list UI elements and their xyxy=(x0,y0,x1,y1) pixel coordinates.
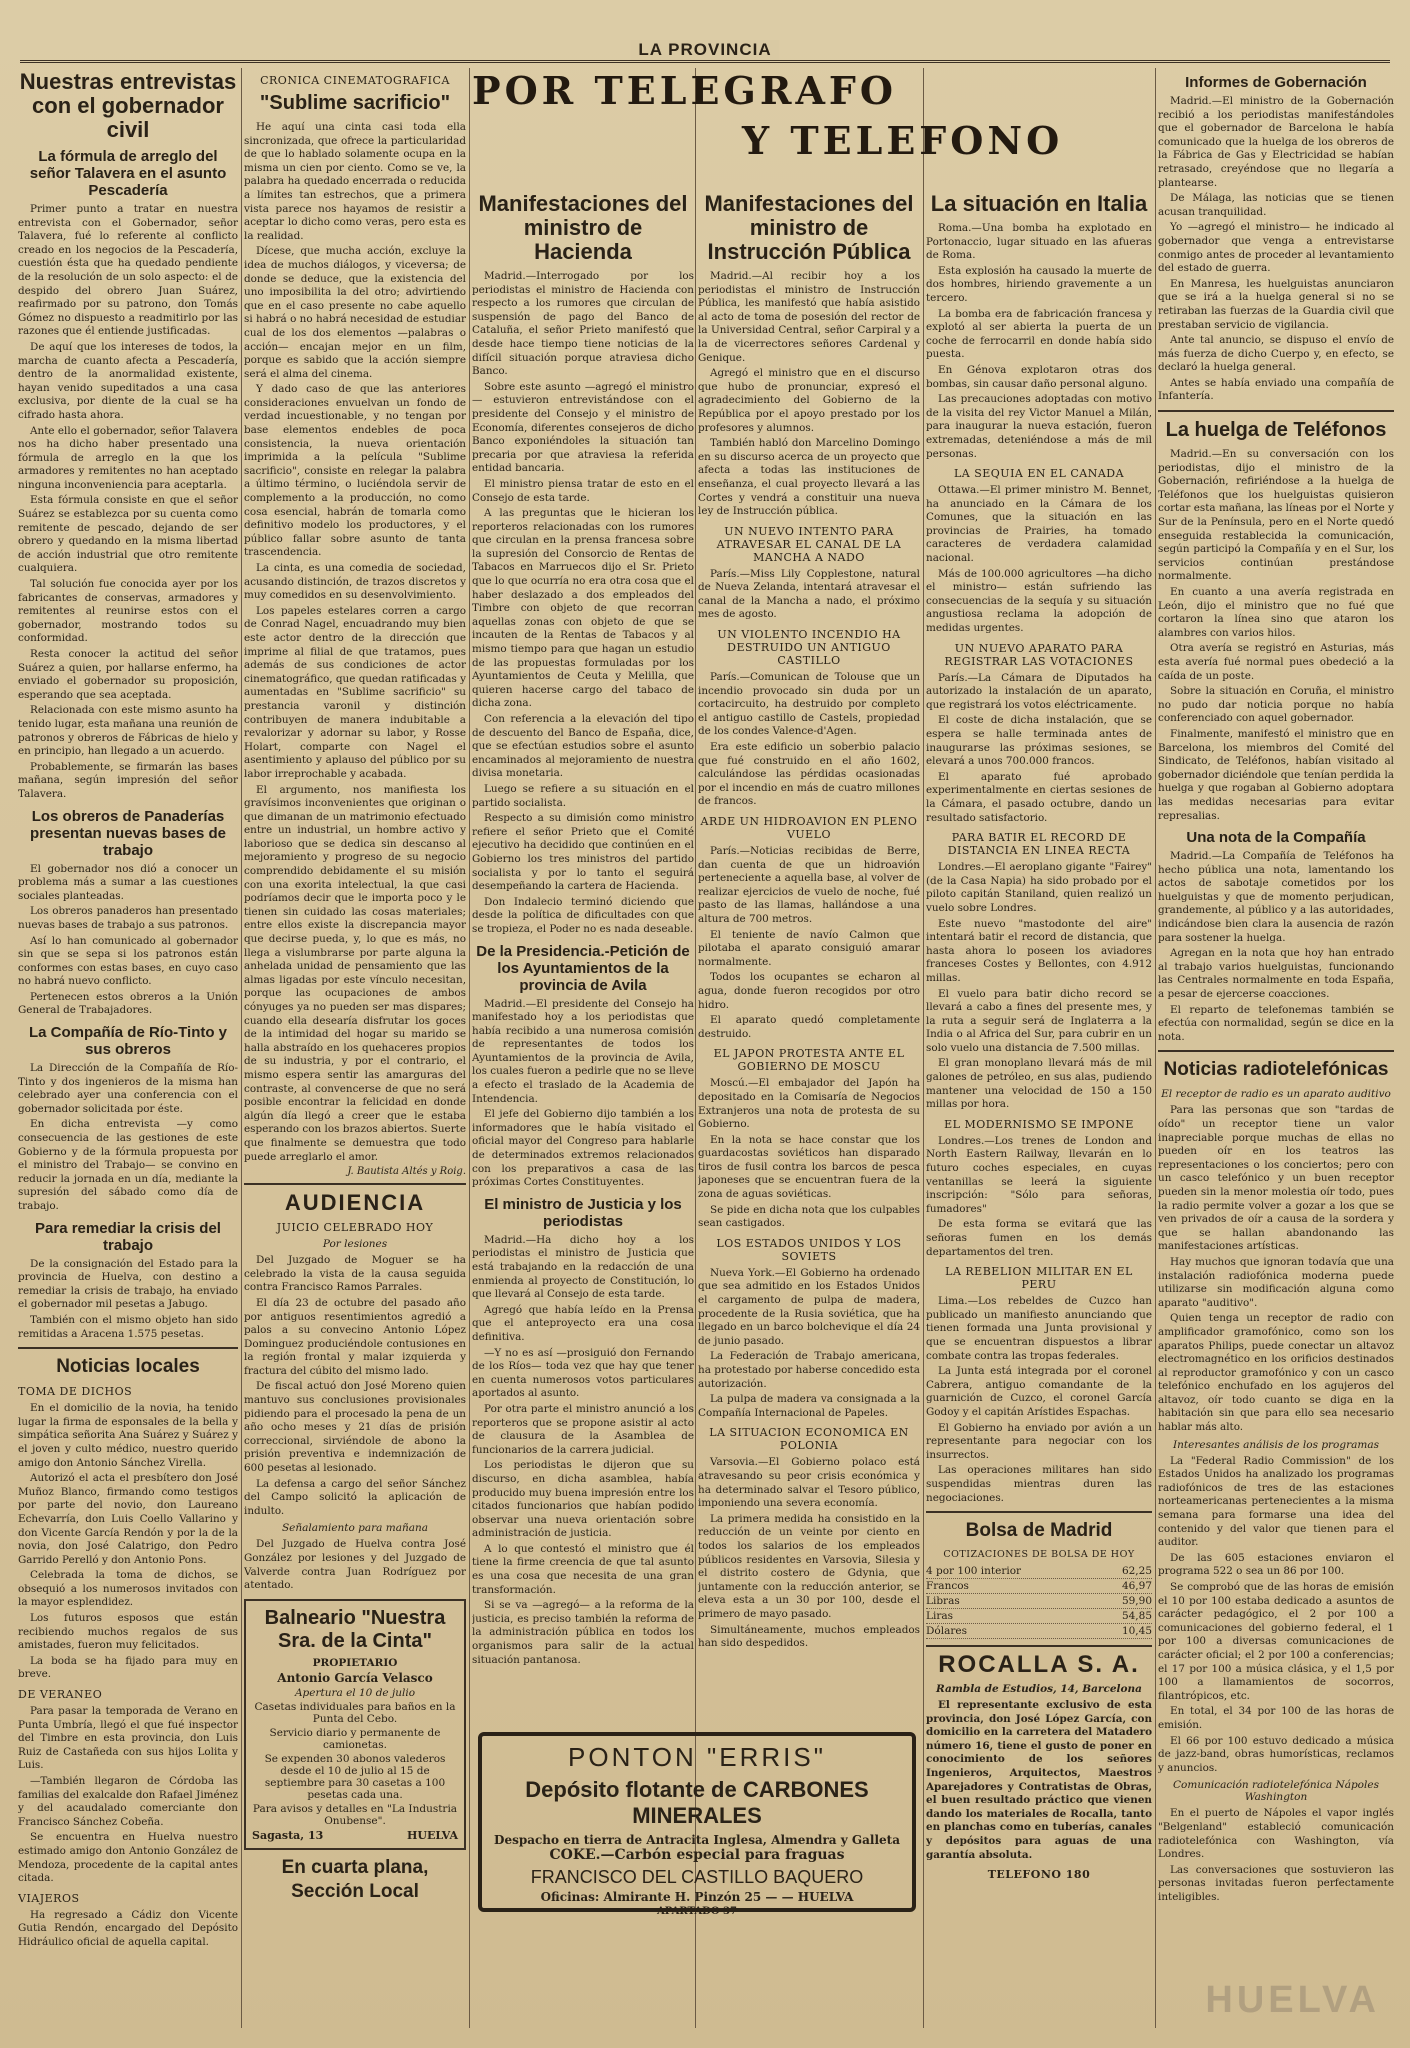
paragraph: Simultáneamente, muchos empleados han sido despedidos. xyxy=(698,1623,920,1650)
paragraph: Resta conocer la actitud del señor Suárez a quien, por hallarse enfermo, ha enviado el gobernador su proposición, esperando que sea aceptada. xyxy=(18,648,238,701)
paragraph: Madrid.—Interrogado por los periodistas el ministro de Hacienda con respecto a los rumores que circulan de suspensión de pago del Banco de Cataluña, el señor Prieto manifestó que desde hace tiempo tiene noticias de la difícil situación porque atraviesa dicho Banco. xyxy=(472,270,694,378)
paragraph: Londres.—Los trenes de London and North Eastern Railway, llevarán en lo futuro coches especiales, en cuyas ventanillas se leerá la siguiente inscripción: "Sólo para señoras, fumadores" xyxy=(926,1134,1152,1215)
paragraph: —También llegaron de Córdoba las familias del exalcalde don Rafael Jiménez y del acaudalado comerciante don Francisco Sánchez Cobeña. xyxy=(18,1775,238,1828)
headline: La situación en Italia xyxy=(930,191,1148,216)
paragraph: Madrid.—La Compañía de Teléfonos ha hecho pública una nota, lamentando los actos de sabotaje cometidos por los huelguistas y que de momento perjudican, grandemente, al público y a las autoridades, indicándose bien clara la ausencia de razón para sostener la huelga. xyxy=(1158,850,1394,944)
rule xyxy=(926,1645,1152,1647)
paragraph: En el puerto de Nápoles el vapor inglés "Belgenland" estableció comunicación radiotelefónica con Washington, vía Londres. xyxy=(1158,1807,1394,1861)
ad-line: Casetas individuales para baños en la Punta del Cebo. xyxy=(254,1700,456,1725)
paragraph: Los papeles estelares corren a cargo de Conrad Nagel, encuadrando muy bien este actor dentro de la dirección que imprime al filial de que tratamos, pues además de sus condiciones de actor cinematográfico, que quedan ratificadas y aumentadas en "Sublime sacrificio" su prestancia varonil y distinción contribuyen de manera indubitable a revalorizar y adornar su labor, y Rosse Holart, comparte con Nagel el asentimiento y aplauso del público por su labor irreprochable y acabada. xyxy=(244,604,466,780)
paragraph: También habló don Marcelino Domingo en su discurso acerca de un proyecto que afecta a todas las instituciones de enseñanza, el cual proyecto llevará a las Cortes y vendrá a constituir una nueva ley de Instrucción pública. xyxy=(698,437,920,518)
paragraph: La cinta, es una comedia de sociedad, acusando distinción, de trazos discretos y muy comedidos en su desenvolvimiento. xyxy=(244,562,466,602)
paragraph: Los periodistas le dijeron que su discurso, en dicha asamblea, había producido muy buena impresión entre los citados funcionarios que habían podido observar una nueva orientación sobre administración de justicia. xyxy=(472,1459,694,1540)
bolsa-label: Libras xyxy=(926,1595,960,1608)
paragraph: Ottawa.—El primer ministro M. Bennet, ha anunciado en la Cámara de los Comunes, que la situación en las provincias de Prairies, ha tomado caracteres de verdadera calamidad nacional. xyxy=(926,484,1152,565)
ad-address: Sagasta, 13 xyxy=(252,1828,324,1842)
paragraph: Las precauciones adoptadas con motivo de la visita del rey Victor Manuel a Milán, para inaugurar la nueva estación, fueron extremadas, deteniéndose a más de mil personas. xyxy=(926,393,1152,460)
italic-caption: Por lesiones xyxy=(322,1238,388,1251)
bolsa-label: 4 por 100 interior xyxy=(926,1565,1022,1578)
paragraph: Nueva York.—El Gobierno ha ordenado que sea admitido en los Estados Unidos el cargamento de pulpa de madera, procedente de la Rusia soviética, que ha llegado en un barco bolchevique el día 24 de junio pasado. xyxy=(698,1266,920,1347)
ponton-address: Oficinas: Almirante H. Pinzón 25 — — HUELVA xyxy=(540,1890,854,1904)
ad-address-row xyxy=(252,1829,458,1842)
paragraph: Lima.—Los rebeldes de Cuzco han publicado un manifiesto anunciando que tienen formada una Junta provisional y que se encuentran dispuestos a librar combate contra las tropas federales. xyxy=(926,1295,1152,1362)
subheadline: El ministro de Justicia y los periodistas xyxy=(484,1195,682,1230)
headline: Manifestaciones del ministro de Instrucción Pública xyxy=(704,191,914,264)
paragraph: Se comprobó que de las horas de emisión el 10 por 100 estaba dedicado a asuntos de carácter pedagógico, el 2 por 100 a comunicaciones del gobierno federal, el 1 por 100 a diversas comunicaciones de carácter oficial; el 2 por 100 a conferencias; el 17 por 100 a música clásica, y el 1,5 por 100 a llamamientos de socorros, filantrópicos, etc. xyxy=(1158,1581,1394,1702)
paragraph: —Y no es así —prosiguió don Fernando de los Ríos— toda vez que hay que tener en cuenta numerosos votos particulares aportados al asunto. xyxy=(472,1346,694,1400)
paragraph: Ante ello el gobernador, señor Talavera nos ha dicho haber presentado una fórmula de arreglo en la que los armadores y remitentes no han aceptado ninguna inconveniencia para aceptarla. xyxy=(18,424,238,491)
paragraph: La Dirección de la Compañía de Río-Tinto y dos ingenieros de la misma han celebrado ayer una conferencia con el gobernador solicitada por éste. xyxy=(18,1062,238,1115)
section-pointer: En cuarta plana, Sección Local xyxy=(281,1856,429,1902)
paragraph: Madrid.—El ministro de la Gobernación recibió a los periodistas manifestándoles que el gobernador de Barcelona le había comunicado que la huelga de los obreros de la Fábrica de Gas y Electricidad se habían retrasado, creyéndose que no llegaría a plantearse. xyxy=(1158,95,1394,189)
caption: DE VERANEO xyxy=(18,1688,103,1702)
headline: Manifestaciones del ministro de Hacienda xyxy=(478,191,688,264)
paragraph: El teniente de navío Calmon que pilotaba el aparato consiguió amarar normalmente. xyxy=(698,928,920,968)
paragraph: Primer punto a tratar en nuestra entrevista con el Gobernador, señor Talavera, fué lo referente al conflicto creado en los negocios de la Pescadería, cuestión ésta que ha quedado pendiente de la resolución de un solo aspecto: el de despido del obrero Juan Suárez, reafirmado por su patrono, don Tomás Gómez no dispuesto a readmitirlo por las razones que él entiende justificadas. xyxy=(18,203,238,338)
paragraph: Sobre la situación en Coruña, el ministro no pudo dar noticia porque no había conferenciado con aquel gobernador. xyxy=(1158,685,1394,725)
paragraph: En Manresa, les huelguistas anunciaron que se irá a la huelga general si no se retiraban las fuerzas de la Guardia civil que prestaban servicio de vigilancia. xyxy=(1158,277,1394,331)
column-1 xyxy=(18,68,238,2038)
paragraph: De fiscal actuó don José Moreno quien mantuvo sus conclusiones provisionales pidiendo para el procesado la pena de un año ocho meses y 21 días de prisión correccional, sirviéndole de abono la prisión preventiva e indemnización de 600 pesetas al lesionado. xyxy=(244,1380,466,1475)
paragraph: En total, el 34 por 100 de las horas de emisión. xyxy=(1158,1705,1394,1731)
paragraph: Tal solución fue conocida ayer por los fabricantes de conservas, armadores y remitentes al reunirse estos con el gobernador, mostrando todos su conformidad. xyxy=(18,578,238,645)
ponton-title: PONTON "ERRIS" xyxy=(568,1742,826,1772)
paragraph: El vuelo para batir dicho record se llevará a cabo a fines del presente mes, y la ruta a seguir será de Inglaterra a la India o al Africa del Sur, para cubrir en un solo vuelo una distancia de 7.500 millas. xyxy=(926,987,1152,1054)
paragraph: Relacionada con este mismo asunto ha tenido lugar, esta mañana una reunión de patronos y obreros de Fábricas de hielo y en principio, han llegado a un acuerdo. xyxy=(18,704,238,758)
column-divider xyxy=(469,68,470,2028)
ponton-apartado: APARTADO 37 xyxy=(657,1906,737,1917)
caption: LA REBELION MILITAR EN EL PERU xyxy=(945,1265,1133,1292)
paragraph: De las 605 estaciones enviaron el programa 522 o sea un 86 por 100. xyxy=(1158,1551,1394,1578)
paragraph: De esta forma se evitará que las señoras fumen en los demás departamentos del tren. xyxy=(926,1218,1152,1258)
paragraph: Agregó que había leído en la Prensa que el anteproyecto era una cosa definitiva. xyxy=(472,1303,694,1343)
signature: J. Bautista Altés y Roig. xyxy=(347,1166,466,1178)
paragraph: Respecto a su dimisión como ministro refiere el señor Prieto que el Comité ejecutivo ha decidido que continúen en el Gobierno los tres ministros del partido socialista y por lo tanto el seguirá desempeñando la cartera de Hacienda. xyxy=(472,812,694,893)
bolsa-value: 46,97 xyxy=(1121,1580,1152,1593)
paragraph: El ministro piensa tratar de esto en el Consejo de esta tarde. xyxy=(472,477,694,504)
paragraph: Agregó el ministro que en el discurso que hubo de pronunciar, expresó el agradecimiento del Gobierno de la República por el apoyo prestado por los profesores y alumnos. xyxy=(698,367,920,434)
ad-title: Balneario "Nuestra Sra. de la Cinta" xyxy=(264,1606,446,1652)
paragraph: Todos los ocupantes se echaron al agua, donde fueron recogidos por otro hidro. xyxy=(698,971,920,1011)
paragraph: Londres.—El aeroplano gigante "Fairey" (de la Casa Napia) ha sido probado por el piloto capitán Staniland, quien realizó un vuelo sobre Londres. xyxy=(926,861,1152,914)
paragraph: Antes se había enviado una compañía de Infantería. xyxy=(1158,376,1394,403)
bolsa-row xyxy=(926,1594,1152,1609)
paragraph: Quien tenga un receptor de radio con amplificador gramofónico, como son los aparatos Philips, puede conectar un altavoz electromagnético en los orificios destinados al reproductor gramofónico y con un casco telefónico enchufado en los agujeros del altavoz, oír todo cuanto se diga en la habitación sin que para ello sea necesario hablar más alto. xyxy=(1158,1312,1394,1434)
ponton-line: COKE.—Carbón especial para fraguas xyxy=(549,1847,845,1863)
paragraph: El 66 por 100 estuvo dedicado a música de jazz-band, obras humorísticas, reclamos y anuncios. xyxy=(1158,1734,1394,1774)
paragraph: Era este edificio un soberbio palacio que fué construido en el año 1602, calculándose las pérdidas ocasionadas por el incendio en más de cuatro millones de francos. xyxy=(698,741,920,808)
paragraph: Celebrada la toma de dichos, se obsequió a los numerosos invitados con la mayor esplendidez. xyxy=(18,1569,238,1609)
subheadline: Para remediar la crisis del trabajo xyxy=(35,1219,221,1254)
ponton-erris-ad xyxy=(478,1732,916,1917)
column-divider xyxy=(923,68,924,2028)
paragraph: El aparato quedó completamente destruido. xyxy=(698,1014,920,1040)
paragraph: El gobernador nos dió a conocer un problema más a sumar a las cuestiones sociales planteadas. xyxy=(18,862,238,902)
rule xyxy=(1158,1050,1394,1052)
rule xyxy=(926,1511,1152,1513)
italic-caption: Interesantes análisis de los programas xyxy=(1173,1438,1379,1451)
paragraph: Dícese, que mucha acción, excluye la idea de muchos diálogos, y viceversa; de donde se deduce, que la existencia del uno imposibilita la del otro; advirtiendo que en el caso presente no cabe aquello si habrá o no habrá necesidad de estudiar cual de los dos elementos —palabras o acción— encajan mejor en un film, porque es sabido que la acción siempre será el alma del cinema. xyxy=(244,245,466,380)
rocalla-address: Rambla de Estudios, 14, Barcelona xyxy=(936,1683,1142,1696)
headline: Nuestras entrevistas con el gobernador civil xyxy=(19,69,237,142)
headline: "Sublime sacrificio" xyxy=(259,92,451,114)
ad-city: HUELVA xyxy=(406,1828,458,1842)
caption: ARDE UN HIDROAVION EN PLENO VUELO xyxy=(700,815,918,841)
paragraph: De Málaga, las noticias que se tienen acusan tranquilidad. xyxy=(1158,192,1394,218)
paragraph: Agregan en la nota que hoy han entrado al trabajo varios huelguistas, funcionando las Centrales normalmente en toda España, a pesar de ejercerse coacciones. xyxy=(1158,947,1394,1001)
paragraph: Varsovia.—El Gobierno polaco está atravesando su peor crisis económica y ha determinado salvar el Tesoro público, imponiendo una severa economía. xyxy=(698,1456,920,1510)
ad-owner: Antonio García Velasco xyxy=(277,1670,433,1685)
paragraph: En el domicilio de la novia, ha tenido lugar la firma de esponsales de la bella y simpática señorita Ana Suárez y Suárez y el joven y culto médico, nuestro querido amigo don Antonio Sánchez Virella. xyxy=(18,1402,238,1469)
rocalla-phone: TELEFONO 180 xyxy=(987,1868,1091,1882)
bolsa-value: 62,25 xyxy=(1121,1565,1152,1578)
bolsa-title: Bolsa de Madrid xyxy=(965,1520,1113,1542)
bolsa-label: Liras xyxy=(926,1610,953,1623)
paragraph: Madrid.—El presidente del Consejo ha manifestado hoy a los periodistas que había recibido a una numerosa comisión de representantes de todos los Ayuntamientos de la provincia de Avila, los cuales fueron a pedirle que no se lleve a efecto el traslado de la Academia de Intendencia. xyxy=(472,997,694,1105)
paragraph: La Federación de Trabajo americana, ha protestado por haberse concedido esta autorización. xyxy=(698,1350,920,1390)
paragraph: La Junta está integrada por el coronel Cabrera, antiguo comandante de la guarnición de Cuzco, el coronel García Godoy y el capitán Arístides Espachas. xyxy=(926,1365,1152,1418)
paragraph: Por otra parte el ministro anunció a los reporteros que se propone asistir al acto de clausura de la Asamblea de funcionarios de la carrera judicial. xyxy=(472,1402,694,1456)
archive-watermark: HUELVA xyxy=(1205,1979,1380,2021)
paragraph: Así lo han comunicado al gobernador sin que se sepa si los patronos están conformes con estas bases, en cuyo caso no habrá nuevo conflicto. xyxy=(18,934,238,988)
masthead-title: LA PROVINCIA xyxy=(630,40,779,60)
paragraph: El jefe del Gobierno dijo también a los informadores que le había visitado el oficial mayor del Congreso para hablarle de determinados extremos relacionados con los preparativos a casa de las próximas Cortes Constituyentes. xyxy=(472,1108,694,1189)
headline: La huelga de Teléfonos xyxy=(1165,419,1387,442)
paragraph: Ante tal anuncio, se dispuso el envío de más fuerza de dicho Cuerpo y, en efecto, se declaró la huelga general. xyxy=(1158,334,1394,374)
paragraph: Las conversaciones que sostuvieron las personas invitadas fueron perfectamente inteligibles. xyxy=(1158,1863,1394,1903)
headline: Noticias radiotelefónicas xyxy=(1163,1059,1389,1081)
paragraph: Para pasar la temporada de Verano en Punta Umbría, llegó el que fué inspector del Timbre en esta provincia, don Luis Ruiz de Castañeda con sus hijos Lolita y Luis. xyxy=(18,1705,238,1772)
paragraph: Se pide en dicha nota que los culpables sean castigados. xyxy=(698,1203,920,1230)
column-2 xyxy=(244,68,466,2038)
paragraph: La "Federal Radio Commission" de los Estados Unidos ha analizado los programas radiofónicos de tres de las estaciones norteamericanas pertenecientes a la misma semana para formarse una idea del contenido y del valor que tienen para el auditor. xyxy=(1158,1454,1394,1549)
ponton-subtitle: Depósito flotante de CARBONES MINERALES xyxy=(525,1777,869,1828)
paragraph: El argumento, nos manifiesta los gravísimos inconvenientes que originan o que dimanan de un matrimonio efectuado entre un industrial, un hombre activo y laborioso que se dedica sin descanso al mejoramiento y progreso de su negocio comprendido debidamente el su misión con una exorita intelectual, la que casi podríamos decir que le importa poco y le tienen sin cuidado las cosas materiales; entre ellos existe la discrepancia mayor que decirse pueda, y, lo que es más, no llega a vislumbrarse por parte alguna la anhelada unidad de pensamiento que las almas ligadas por este vínculo necesitan, porque las ocupaciones de ambos cónyuges ya no pueden ser mas dispares; cuando ella desearía disfrutar los goces de la intimidad del hogar su marido se halla abstraído en los quehaceres propios de su industria, y por el contrario, el mismo espera sentir las amarguras del contraste, al convencerse de que no será posible encontrar la felicidad en donde algún día llegó a creer que le estaba esperando con los brazos abiertos. Suerte que finalmente se demuestra que todo puede arreglarlo el amor. xyxy=(244,783,466,1163)
paragraph: También con el mismo objeto han sido remitidas a Aracena 1.575 pesetas. xyxy=(18,1313,238,1340)
paragraph: El reparto de telefonemas también se efectúa con normalidad, según se dice en la nota. xyxy=(1158,1003,1394,1043)
paragraph: Las operaciones militares han sido suspendidas mientras duren las negociaciones. xyxy=(926,1464,1152,1504)
balneario-ad xyxy=(244,1599,466,1850)
bolsa-row xyxy=(926,1609,1152,1624)
paragraph: La bomba era de fabricación francesa y explotó al ser abierta la puerta de un coche de ferrocarril en donde había sido puesta. xyxy=(926,307,1152,361)
paragraph: Ha regresado a Cádiz don Vicente Gutia Rendón, encargado del Depósito Hidráulico oficial de aquella capital. xyxy=(18,1908,238,1948)
paragraph: El coste de dicha instalación, que se espera se halle terminada antes de inaugurarse las próximas sesiones, se elevará a unos 700.000 francos. xyxy=(926,714,1152,768)
caption: LA SEQUIA EN EL CANADA xyxy=(953,467,1125,481)
bolsa-table xyxy=(926,1564,1152,1639)
ad-opening: Apertura el 10 de julio xyxy=(294,1686,416,1699)
paragraph: París.—Noticias recibidas de Berre, dan cuenta de que un hidroavión perteneciente a aquella base, al volver de realizar ejercicios de vuelo de noche, fué pasto de las llamas, hallándose a una altura de 700 metros. xyxy=(698,845,920,925)
italic-caption: Comunicación radiotelefónica Nápoles Washington xyxy=(1173,1779,1379,1804)
paragraph: Don Indalecio terminó diciendo que desde la política de dificultades con que se tropieza, el Poder no es nada deseable. xyxy=(472,895,694,935)
paragraph: Los obreros panaderos han presentado nuevas bases de trabajo a sus patronos. xyxy=(18,905,238,931)
paragraph: Del Juzgado de Moguer se ha celebrado la vista de la causa seguida contra Francisco Ramos Parrales. xyxy=(244,1254,466,1294)
paragraph: A lo que contestó el ministro que él tiene la firme creencia de que tal asunto es una cosa que necesita de una gran transformación. xyxy=(472,1542,694,1596)
subheadline: Una nota de la Compañía xyxy=(1186,829,1366,847)
bolsa-value: 54,85 xyxy=(1121,1610,1152,1623)
caption: PARA BATIR EL RECORD DE DISTANCIA EN LINEA RECTA xyxy=(947,831,1131,858)
ad-label: PROPIETARIO xyxy=(312,1656,398,1669)
bolsa-row xyxy=(926,1579,1152,1594)
caption: LOS ESTADOS UNIDOS Y LOS SOVIETS xyxy=(716,1236,902,1263)
paragraph: El gran monoplano llevará más de mil galones de petróleo, en sus alas, pudiendo mantener una velocidad de 150 a 150 millas por hora. xyxy=(926,1057,1152,1111)
paragraph: El día 23 de octubre del pasado año por antiguos resentimientos agredió a palos a su convecino Antonio López Dominguez produciéndole contusiones en la región frontal y malar izquierda y fractura del cúbito del mismo lado. xyxy=(244,1296,466,1377)
subheadline: Los obreros de Panaderías presentan nuevas bases de trabajo xyxy=(30,807,226,859)
paragraph: El Gobierno ha enviado por avión a un representante para negociar con los insurrectos. xyxy=(926,1421,1152,1461)
paragraph: Y dado caso de que las anteriores consideraciones envuelvan un fondo de verdad incuestionable, y no tengan por base elementos endebles de poca consistencia, la nueva orientación imprimida a la película "Sublime sacrificio", consiste en relegar la palabra a último término, o luciéndola servir de complemento a la producción, no como cosa esencial, habrán de tomarla como definitivo modelo los productores, y el público fallar sobre asunto de tanta trascendencia. xyxy=(244,383,466,559)
paragraph: La defensa a cargo del señor Sánchez del Campo solicitó la aplicación de indulto. xyxy=(244,1477,466,1517)
caption: EL MODERNISMO SE IMPONE xyxy=(944,1117,1134,1131)
paragraph: Esta explosión ha causado la muerte de dos hombres, hiriendo gravemente a un tercero. xyxy=(926,264,1152,304)
paragraph: En Génova explotaron otras dos bombas, sin causar daño personal alguno. xyxy=(926,363,1152,390)
rocalla-text: El representante exclusivo de esta provincia, don José López García, con domicilio en la carretera del Matadero número 16, tiene el gusto de poner en conocimiento de los señores Ingenieros, Arquitectos, Maestros Aparejadores y Contratistas de Obras, el buen resultado práctico que vienen dando los materiales de Rocalla, tanto en planchas como en tuberías, canales y depósitos para aguas de una garantía absoluta. xyxy=(926,1699,1152,1861)
subheadline: La fórmula de arreglo del señor Talavera en el asunto Pescadería xyxy=(29,148,227,199)
column-5 xyxy=(926,190,1152,2038)
paragraph: Finalmente, manifestó el ministro que en Barcelona, los miembros del Comité del Sindicato, de Teléfonos, habían visitado al gobernador diciéndole que tenían perdida la huelga y que rogaban al Gobierno adoptara las medidas necesarias para evitar represalias. xyxy=(1158,727,1394,822)
paragraph: La primera medida ha consistido en la reducción de un veinte por ciento en todos los salarios de los empleados públicos residentes en Varsovia, Silesia y el distrito costero de Gdynia, que juntamente con la reducción anterior, se eleva esta a un 30 por 100, desde el primero de mayo pasado. xyxy=(698,1512,920,1620)
ad-line: Se expenden 30 abonos valederos desde el 10 de julio al 15 de septiembre para 30 casetas a 100 pesetas cada una. xyxy=(264,1752,446,1801)
paragraph: Probablemente, se firmarán las bases mañana, según impresión del señor Talavera. xyxy=(18,760,238,800)
paragraph: Otra avería se registró en Asturias, más esta avería fué normal pues obedeció a la caída de un poste. xyxy=(1158,642,1394,682)
bolsa-value: 10,45 xyxy=(1121,1625,1152,1638)
rocalla-title: ROCALLA S. A. xyxy=(938,1651,1140,1679)
column-6 xyxy=(1158,68,1394,2038)
column-divider xyxy=(1155,68,1156,2028)
caption: JUICIO CELEBRADO HOY xyxy=(276,1221,434,1235)
bolsa-subtitle: COTIZACIONES DE BOLSA DE HOY xyxy=(943,1549,1135,1561)
bolsa-value: 59,90 xyxy=(1121,1595,1152,1608)
paragraph: De aquí que los intereses de todos, la marcha de cuanto afecta a Pescadería, dentro de la anormalidad existente, hayan venido supeditados a una casa exclusiva, por diente de la cual se ha cifrado hasta ahora. xyxy=(18,340,238,421)
paragraph: Madrid.—En su conversación con los periodistas, dijo el ministro de la Gobernación, refiriéndose a la huelga de Teléfonos que los huelguistas quisieron cortar esta mañana, las líneas por el Norte y Sur de la Península, pero en el Norte quedó enseguida restablecida la comunicación, según participó la Compañía y en el Sur, los servicios continúan prestándose normalmente. xyxy=(1158,448,1394,583)
paragraph: En dicha entrevista —y como consecuencia de las gestiones de este Gobierno y de la fórmula propuesta por el ministro del Trabajo— se convino en reducir la jornada en un día, mediante la supresión del sábado como día de trabajo. xyxy=(18,1118,238,1212)
masthead xyxy=(20,38,1390,63)
telegraph-banner xyxy=(472,68,1148,188)
paragraph: Se encuentra en Huelva nuestro estimado amigo don Antonio González de Mendoza, procedente de la capital antes citada. xyxy=(18,1831,238,1885)
caption: UN VIOLENTO INCENDIO HA DESTRUIDO UN ANTIGUO CASTILLO xyxy=(717,628,901,668)
bolsa-label: Francos xyxy=(926,1580,969,1593)
paragraph: Con referencia a la elevación del tipo de descuento del Banco de España, dice, que se efectúan estudios sobre el asunto encaminados al mejoramiento de nuestra divisa monetaria. xyxy=(472,713,694,780)
caption: LA SITUACION ECONOMICA EN POLONIA xyxy=(709,1426,909,1453)
bolsa-row xyxy=(926,1624,1152,1639)
section-title: AUDIENCIA xyxy=(284,1190,426,1216)
paragraph: Autorizó el acta el presbítero don José Muñoz Blanco, firmando como testigos por parte del novio, don Laureano Echevarría, don Luis Coello Vallarino y don Vicente García Rendón y por la de la novia, don José Calatrigo, don Pedro Garrido Perelló y don Antonio Pons. xyxy=(18,1472,238,1566)
paragraph: De la consignación del Estado para la provincia de Huelva, con destino a remediar la crisis de trabajo, ha enviado el gobernador mil pesetas a Jabugo. xyxy=(18,1257,238,1311)
paragraph: Hay muchos que ignoran todavía que una instalación radiofónica moderna puede utilizarse sin modificación alguna como aparato "auditivo". xyxy=(1158,1255,1394,1309)
paragraph: Madrid.—Al recibir hoy a los periodistas el ministro de Instrucción Pública, les manifestó que había asistido al acto de toma de posesión del rector de la Universidad Central, señor Carpiral y a la de vicerrectores señores Cardenal y Genique. xyxy=(698,270,920,364)
bolsa-row xyxy=(926,1564,1152,1579)
paragraph: Yo —agregó el ministro— he indicado al gobernador que venga a entrevistarse conmigo antes de proceder al levantamiento del estado de guerra. xyxy=(1158,221,1394,275)
paragraph: El aparato fué aprobado experimentalmente en ciertas sesiones de la Cámara, el pasado octubre, dando un resultado satisfactorio. xyxy=(926,770,1152,824)
italic-caption: Señalamiento para mañana xyxy=(281,1522,429,1535)
subheadline: La Compañía de Río-Tinto y sus obreros xyxy=(28,1024,228,1059)
paragraph: París.—Miss Lily Copplestone, natural de Nueva Zelanda, intentará atravesar el canal de la Mancha a nado, el próximo mes de agosto. xyxy=(698,567,920,621)
subheadline: De la Presidencia.-Petición de los Ayuntamientos de la provincia de Avila xyxy=(476,942,690,994)
paragraph: París.—Comunican de Tolouse que un incendio provocado sin duda por un cortacircuito, ha destruido por completo el antiguo castillo de Castels, propiedad de los condes Valence-d'Agen. xyxy=(698,671,920,738)
ad-line: Para avisos y detalles en "La Industria Onubense". xyxy=(252,1802,458,1827)
italic-caption: El receptor de radio es un aparato auditivo xyxy=(1161,1088,1391,1101)
paragraph: Del Juzgado de Huelva contra José González por lesiones y del Juzgado de Valverde contra Juan Rodríguez por atentado. xyxy=(244,1538,466,1592)
paragraph: Roma.—Una bomba ha explotado en Portonaccio, lugar situado en las afueras de Roma. xyxy=(926,222,1152,262)
banner-line-1: POR TELEGRAFO xyxy=(472,68,898,113)
caption: TOMA DE DICHOS xyxy=(18,1385,133,1399)
caption: VIAJEROS xyxy=(18,1891,80,1905)
caption: UN NUEVO INTENTO PARA ATRAVESAR EL CANAL DE LA MANCHA A NADO xyxy=(716,524,902,564)
ad-line: Servicio diario y permanente de camionetas. xyxy=(269,1726,441,1751)
paragraph: Pertenecen estos obreros a la Unión General de Trabajadores. xyxy=(18,990,238,1017)
paragraph: Para las personas que son "tardas de oído" un receptor tiene un valor inapreciable porque muchas de ellas no pueden oír en los teatros las representaciones o los conciertos; pero con un casco telefónico y un buen receptor pueden sin la menor molestia oír todo, pues la radio permite volver a gozar a los que se ven privados de oír a causa de la sordera y que se hallan abandonando las manifestaciones artísticas. xyxy=(1158,1104,1394,1253)
rule xyxy=(18,1347,238,1349)
paragraph: Los futuros esposos que están recibiendo muchos regalos de sus amistades, fueron muy felicitados. xyxy=(18,1612,238,1652)
headline: Informes de Gobernación xyxy=(1185,74,1367,91)
caption: EL JAPON PROTESTA ANTE EL GOBIERNO DE MOSCU xyxy=(713,1047,905,1074)
ponton-owner: FRANCISCO DEL CASTILLO BAQUERO xyxy=(530,1867,864,1887)
paragraph: He aquí una cinta casi toda ella sincronizada, que ofrece la particularidad de que lo hablado solamente ocupa en la misma un cien por ciento. Como se ve, la palabra ha quedado encerrada o reducida a límites tan estrechos, que a primera vista parece nos hayamos de resistir a aceptar lo dicho como veras, pero esta es la realidad. xyxy=(244,121,466,242)
rule xyxy=(244,1183,466,1185)
rule xyxy=(1158,410,1394,412)
paragraph: Luego se refiere a su situación en el partido socialista. xyxy=(472,782,694,809)
ponton-line: Despacho en tierra de Antracita Inglesa, Almendra y Galleta xyxy=(494,1833,900,1847)
section-title: Noticias locales xyxy=(56,1356,200,1378)
kicker: CRONICA CINEMATOGRAFICA xyxy=(260,74,450,87)
paragraph: Si se va —agregó— a la reforma de la justicia, es preciso también la reforma de la administración pública en todos los organismos para salir de la actual situación pantanosa. xyxy=(472,1599,694,1666)
paragraph: Madrid.—Ha dicho hoy a los periodistas el ministro de Justicia que está trabajando en la redacción de una enmienda al proyecto de Constitución, lo que llevará al Consejo de esta tarde. xyxy=(472,1233,694,1301)
paragraph: Más de 100.000 agricultores —ha dicho el ministro— están sufriendo las consecuencias de la sequía y su situación angustiosa reclama la adopción de medidas urgentes. xyxy=(926,567,1152,635)
paragraph: Esta fórmula consiste en que el señor Suárez se establezca por su cuenta como remitente de pescado, dejando de ser obrero y quedando en la misma libertad de acción industrial que otro remitente cualquiera. xyxy=(18,494,238,575)
paragraph: Sobre este asunto —agregó el ministro— estuvieron entrevistándose con el presidente del Consejo y el ministro de Economía, diferentes consejeros de dicho Banco exponiéndoles la situación tan precaria por que atraviesa la referida entidad bancaria. xyxy=(472,380,694,475)
column-divider xyxy=(241,68,242,2028)
paragraph: En la nota se hace constar que los guardacostas soviéticos han disparado tiros de fusil contra los barcos de pesca japoneses que se encuentran fuera de la zona de aguas soviéticas. xyxy=(698,1133,920,1201)
paragraph: Moscú.—El embajador del Japón ha depositado en la Comisaría de Negocios Extranjeros una nota de protesta de su Gobierno. xyxy=(698,1077,920,1131)
paragraph: A las preguntas que le hicieran los reporteros relacionadas con los rumores que circulan en la prensa francesa sobre la supresión del Consorcio de Rentas de Tabacos en Marruecos dijo el Sr. Prieto que lo que ocurría no era otra cosa que el haber deslazado a dos empleados del Timbre con objeto de que recorran aquellas zonas con objeto de que se incauten de la Rentas de Tabacos y al mismo tiempo para que hagan un estudio de las propuestas formuladas por los Ayuntamientos de Ceuta y Melilla, que quieren hacerse cargo del tabaco de dicha zona. xyxy=(472,507,694,710)
paragraph: En cuanto a una avería registrada en León, dijo el ministro que no fué que cortaron la línea sino que ataron los alambres con varios hilos. xyxy=(1158,586,1394,639)
paragraph: París.—La Cámara de Diputados ha autorizado la instalación de un aparato, que registrará los votos eléctricamente. xyxy=(926,671,1152,711)
paragraph: Este nuevo "mastodonte del aire" intentará batir el record de distancia, que hasta ahora lo poseen los aviadores franceses Costes y Bellontes, con 4.912 millas. xyxy=(926,917,1152,984)
caption: UN NUEVO APARATO PARA REGISTRAR LAS VOTACIONES xyxy=(944,641,1134,668)
bolsa-label: Dólares xyxy=(926,1625,967,1638)
banner-line-2: Y TELEFONO xyxy=(742,118,1064,163)
paragraph: La boda se ha fijado para muy en breve. xyxy=(18,1654,238,1681)
paragraph: La pulpa de madera va consignada a la Compañía Internacional de Papeles. xyxy=(698,1393,920,1419)
